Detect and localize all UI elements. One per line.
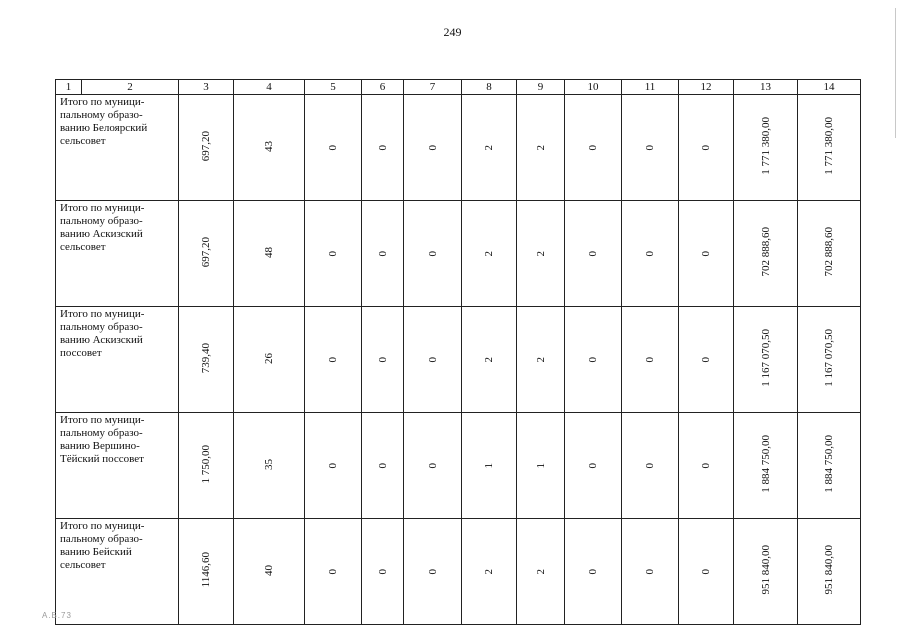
table-row (56, 519, 861, 625)
value-cell (234, 307, 305, 413)
value-text: 1 884 750,00 (823, 435, 835, 493)
value-text: 48 (263, 246, 275, 258)
value-cell (565, 95, 622, 201)
value-cell (517, 519, 565, 625)
header-cell: 12 (679, 80, 734, 95)
municipality-name-line: сельсовет (60, 241, 106, 253)
header-cell: 2 (82, 80, 179, 95)
value-cell (305, 307, 362, 413)
value-cell (734, 307, 798, 413)
value-text: 2 (483, 251, 495, 257)
value-cell (179, 307, 234, 413)
value-cell (179, 201, 234, 307)
value-text: 1146,60 (200, 552, 212, 588)
header-cell: 8 (462, 80, 517, 95)
value-text: 697,20 (200, 130, 212, 162)
municipality-name-line: Тёйский поссовет (60, 453, 144, 465)
municipality-name-line: пальному образо- (60, 533, 143, 545)
municipality-name-line: пальному образо- (60, 109, 143, 121)
value-cell (305, 95, 362, 201)
value-text: 26 (263, 352, 275, 364)
value-cell (517, 201, 565, 307)
value-cell (462, 307, 517, 413)
value-text: 0 (700, 251, 712, 257)
value-text: 2 (534, 357, 547, 363)
value-cell (517, 413, 565, 519)
value-cell (362, 519, 404, 625)
value-cell (404, 201, 462, 307)
value-cell (565, 519, 622, 625)
table-header-row (56, 80, 861, 95)
value-text: 0 (327, 357, 339, 363)
value-text: 40 (263, 564, 275, 576)
value-cell (679, 307, 734, 413)
municipality-name-cell (56, 201, 179, 307)
value-text: 2 (483, 357, 495, 363)
value-cell (734, 519, 798, 625)
municipality-name-line: пальному образо- (60, 321, 143, 333)
scan-edge-line (895, 8, 896, 138)
value-text: 0 (327, 251, 339, 257)
municipality-name-line: ванию Аскизский (60, 334, 143, 346)
value-text: 0 (376, 463, 389, 469)
value-cell (462, 519, 517, 625)
municipality-name-cell (56, 95, 179, 201)
municipality-name-cell (56, 413, 179, 519)
municipality-name-line: ванию Аскизский (60, 228, 143, 240)
header-cell: 9 (517, 80, 565, 95)
value-cell (362, 201, 404, 307)
value-cell (734, 95, 798, 201)
header-cell: 3 (179, 80, 234, 95)
municipality-name-line: Итого по муници- (60, 96, 145, 108)
header-cell: 1 (56, 80, 82, 95)
value-cell (404, 413, 462, 519)
value-cell (404, 95, 462, 201)
value-text: 0 (376, 251, 389, 257)
value-text: 951 840,00 (759, 545, 772, 595)
value-cell (462, 413, 517, 519)
value-text: 2 (483, 145, 495, 151)
value-text: 0 (700, 569, 712, 575)
header-cell: 6 (362, 80, 404, 95)
value-text: 35 (263, 458, 275, 470)
value-text: 0 (426, 145, 439, 151)
value-text: 0 (376, 569, 389, 575)
value-text: 0 (327, 145, 339, 151)
value-cell (679, 413, 734, 519)
value-text: 0 (426, 569, 439, 575)
value-cell (305, 519, 362, 625)
value-text: 0 (700, 463, 712, 469)
value-text: 0 (327, 463, 339, 469)
value-text: 0 (587, 251, 599, 257)
value-text: 0 (426, 463, 439, 469)
value-cell (362, 95, 404, 201)
value-cell (179, 413, 234, 519)
value-cell (234, 95, 305, 201)
value-cell (679, 201, 734, 307)
value-text: 0 (327, 569, 339, 575)
value-text: 697,20 (200, 236, 212, 268)
page-number: 249 (443, 25, 462, 39)
value-text: 0 (644, 569, 656, 575)
value-text: 0 (644, 251, 656, 257)
municipality-name-line: поссовет (60, 347, 102, 359)
header-cell: 14 (798, 80, 861, 95)
municipality-name-line: ванию Белоярский (60, 122, 148, 134)
value-cell (798, 95, 861, 201)
value-text: 702 888,60 (759, 227, 772, 277)
value-cell (404, 519, 462, 625)
value-cell (362, 307, 404, 413)
value-text: 1 884 750,00 (759, 435, 772, 493)
header-cell: 5 (305, 80, 362, 95)
value-cell (622, 519, 679, 625)
value-text: 0 (644, 145, 656, 151)
value-text: 43 (263, 140, 275, 152)
municipality-name-line: сельсовет (60, 135, 106, 147)
value-text: 0 (426, 251, 439, 257)
header-cell: 13 (734, 80, 798, 95)
value-cell (234, 519, 305, 625)
value-text: 702 888,60 (823, 227, 835, 277)
table-row (56, 95, 861, 201)
value-cell (679, 519, 734, 625)
value-text: 1 771 380,00 (823, 117, 835, 175)
value-text: 1 771 380,00 (759, 117, 772, 175)
value-cell (517, 95, 565, 201)
data-table (55, 79, 861, 625)
value-text: 1 (534, 463, 547, 469)
value-text: 1 750,00 (200, 444, 212, 484)
municipality-name-line: Итого по муници- (60, 202, 145, 214)
table-row (56, 307, 861, 413)
value-text: 0 (587, 145, 599, 151)
value-cell (798, 307, 861, 413)
value-text: 2 (483, 569, 495, 575)
table-row (56, 201, 861, 307)
municipality-name-line: ванию Вершино- (60, 440, 140, 452)
value-cell (517, 307, 565, 413)
value-cell (362, 413, 404, 519)
municipality-name-line: Итого по муници- (60, 520, 145, 532)
header-cell: 7 (404, 80, 462, 95)
header-cell: 11 (622, 80, 679, 95)
value-text: 1 167 070,50 (759, 329, 772, 387)
value-cell (305, 413, 362, 519)
footer-code: А.Б.73 (42, 611, 72, 620)
value-cell (622, 201, 679, 307)
value-text: 0 (700, 145, 712, 151)
value-cell (734, 201, 798, 307)
value-cell (305, 201, 362, 307)
municipality-name-cell (56, 307, 179, 413)
value-text: 951 840,00 (823, 545, 835, 595)
value-cell (404, 307, 462, 413)
value-cell (798, 201, 861, 307)
value-cell (565, 413, 622, 519)
value-text: 0 (644, 357, 656, 363)
value-text: 2 (534, 251, 547, 257)
value-text: 0 (426, 357, 439, 363)
municipality-name-line: Итого по муници- (60, 308, 145, 320)
value-text: 1 167 070,50 (823, 329, 835, 387)
value-cell (798, 519, 861, 625)
value-text: 739,40 (200, 342, 212, 374)
value-cell (622, 413, 679, 519)
value-text: 1 (483, 463, 495, 469)
value-cell (679, 95, 734, 201)
value-text: 2 (534, 569, 547, 575)
value-text: 0 (644, 463, 656, 469)
value-text: 0 (587, 463, 599, 469)
header-cell: 4 (234, 80, 305, 95)
value-cell (234, 413, 305, 519)
value-cell (565, 307, 622, 413)
value-text: 0 (376, 357, 389, 363)
value-cell (462, 95, 517, 201)
value-cell (565, 201, 622, 307)
header-cell: 10 (565, 80, 622, 95)
municipality-name-line: Итого по муници- (60, 414, 145, 426)
value-cell (798, 413, 861, 519)
municipality-name-line: сельсовет (60, 559, 106, 571)
municipality-name-cell (56, 519, 179, 625)
value-text: 0 (587, 357, 599, 363)
value-cell (734, 413, 798, 519)
municipality-name-line: ванию Бейский (60, 546, 132, 558)
value-text: 0 (376, 145, 389, 151)
value-cell (622, 95, 679, 201)
value-text: 0 (587, 569, 599, 575)
value-text: 2 (534, 145, 547, 151)
table-row (56, 413, 861, 519)
value-cell (462, 201, 517, 307)
municipality-name-line: пальному образо- (60, 215, 143, 227)
value-cell (179, 95, 234, 201)
value-cell (234, 201, 305, 307)
municipality-name-line: пальному образо- (60, 427, 143, 439)
value-text: 0 (700, 357, 712, 363)
value-cell (179, 519, 234, 625)
value-cell (622, 307, 679, 413)
